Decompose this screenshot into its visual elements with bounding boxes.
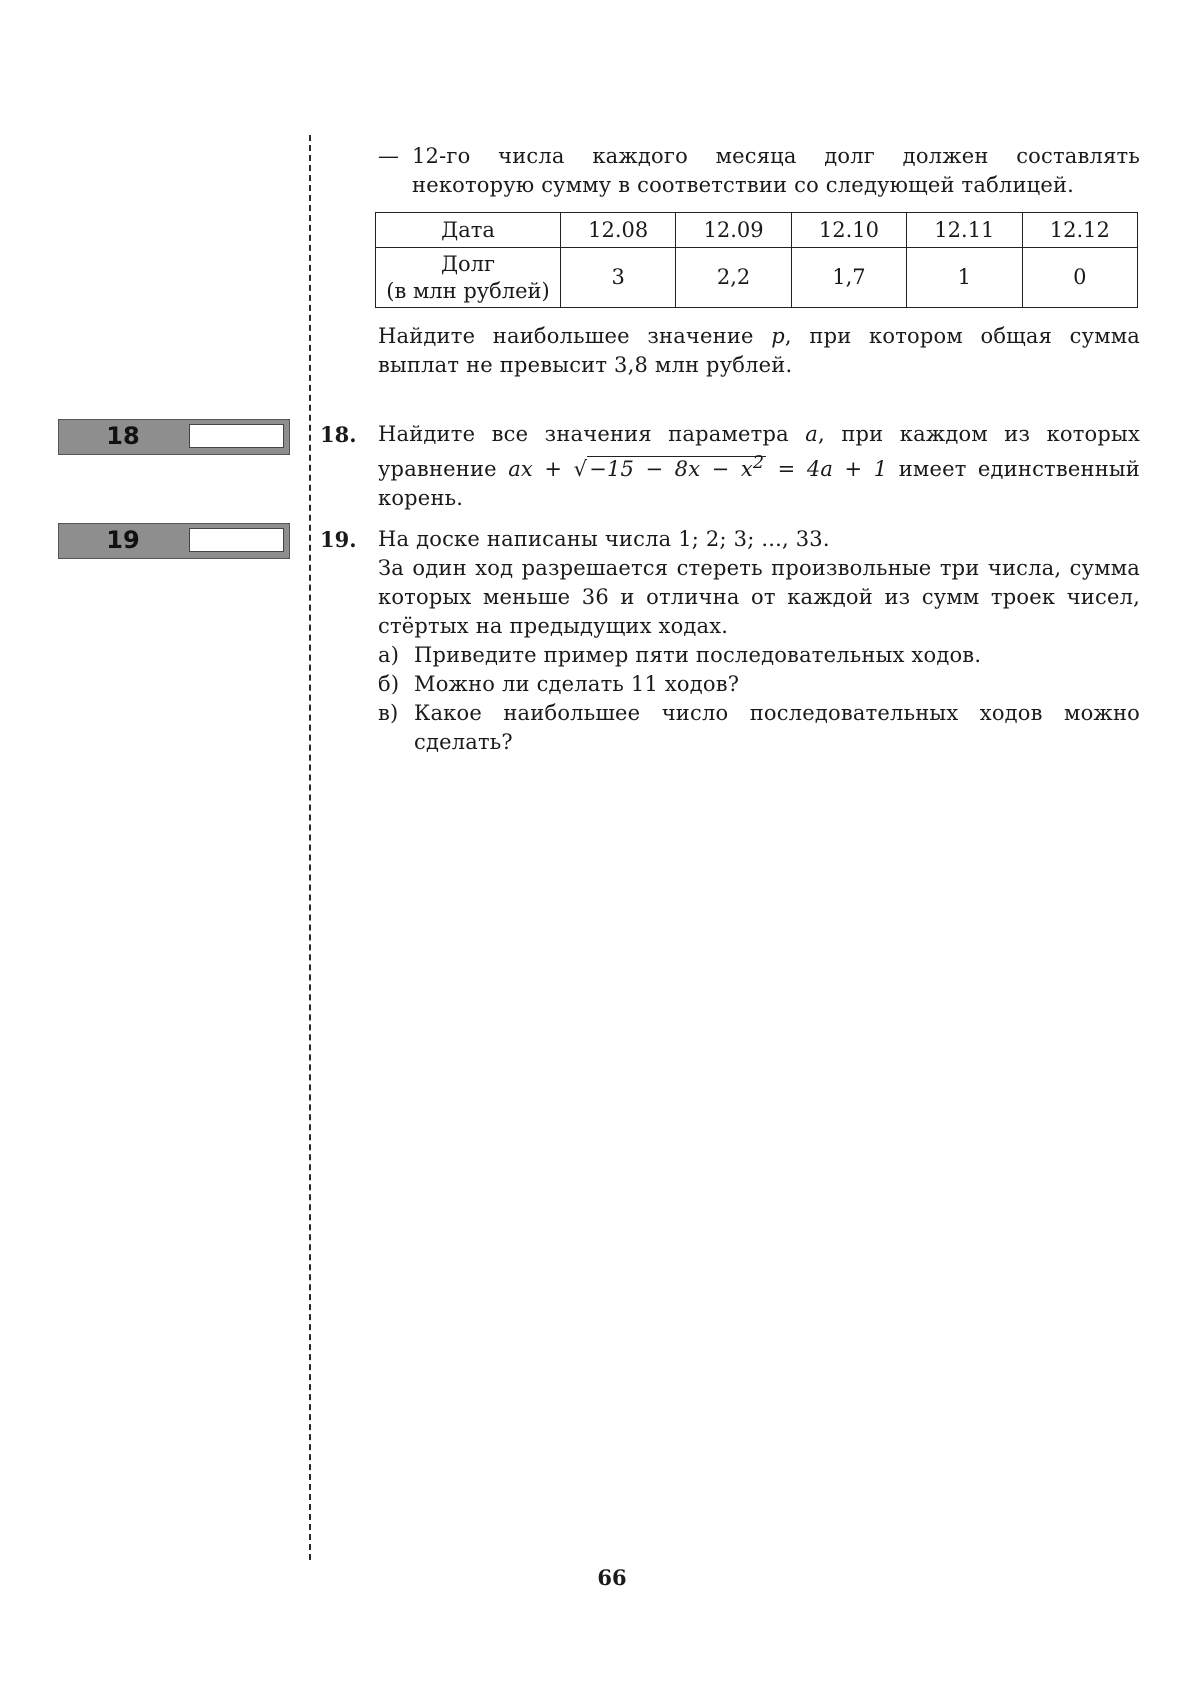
item-text: Приведите пример пяти последовательных ходов.	[414, 643, 982, 667]
radicand	[587, 453, 766, 481]
debt-cell: 1,7	[791, 248, 906, 308]
answer-field-19[interactable]	[189, 528, 284, 552]
task-number-19: 19.	[320, 527, 357, 552]
row-header-debt	[376, 248, 561, 308]
row-header-date: Дата	[376, 213, 561, 248]
item-text: Можно ли сделать 11 ходов?	[414, 672, 740, 696]
task19-line1: На доске написаны числа 1; 2; 3; ..., 33.	[378, 527, 830, 551]
answer-field-18[interactable]	[189, 424, 284, 448]
answer-box-19	[58, 523, 290, 559]
task18-text-part: Найдите все значения параметра	[378, 422, 806, 446]
date-cell: 12.08	[561, 213, 676, 248]
equation-right: = 4a + 1	[766, 457, 888, 481]
date-cell: 12.09	[676, 213, 791, 248]
task19-text	[378, 525, 1140, 757]
list-item	[378, 670, 1140, 699]
debt-cell: 1	[907, 248, 1022, 308]
list-item	[378, 641, 1140, 670]
item-mark: а)	[378, 643, 400, 667]
row-header-debt-line2: (в млн рублей)	[386, 278, 550, 303]
debt-cell: 0	[1022, 248, 1137, 308]
task18-text-part: имеет единственный корень.	[378, 457, 1141, 510]
equation-left: ax +	[508, 457, 574, 481]
variable-p: p	[771, 324, 785, 348]
question-text: Найдите наибольшее значение	[378, 324, 772, 348]
task18-text	[378, 420, 1140, 513]
radicand-text: −15 − 8x − x	[589, 457, 753, 481]
answer-box-18	[58, 419, 290, 455]
table-row-debts	[376, 248, 1138, 308]
list-item	[378, 699, 1140, 757]
equation: ax + $√-15 - 8x - x^2 = 4a + 1$	[508, 453, 888, 481]
row-header-debt-line1: Долг	[440, 251, 496, 276]
date-cell: 12.12	[1022, 213, 1137, 248]
date-cell: 12.11	[907, 213, 1022, 248]
answer-box-label: 18	[106, 422, 140, 450]
item-text: Какое наибольшее число последовательных ходов можно сделать?	[414, 701, 1140, 754]
task17-question	[378, 322, 1140, 380]
item-mark: в)	[378, 701, 399, 725]
task17-condition	[378, 142, 1140, 200]
table-row-dates	[376, 213, 1138, 248]
task19-paragraph: За один ход разрешается стереть произвольные три числа, сумма которых меньше 36 и отлична от каждой из сумм троек чисел, стёртых на предыдущих ходах.	[378, 556, 1140, 638]
debt-table	[375, 212, 1138, 308]
question-text: , при котором общая сумма выплат не превысит 3,8 млн рублей.	[378, 324, 1140, 377]
debt-cell: 3	[561, 248, 676, 308]
answer-box-label: 19	[106, 526, 140, 554]
item-mark: б)	[378, 672, 400, 696]
dash: —	[378, 144, 400, 168]
debt-cell: 2,2	[676, 248, 791, 308]
task18-text-part: , при каждом из которых уравнение	[378, 422, 1140, 481]
exponent: 2	[752, 453, 765, 473]
condition-text: 12-го числа каждого месяца долг должен составлять некоторую сумму в соответствии со следующей таблицей.	[412, 144, 1140, 197]
page-number: 66	[597, 1565, 627, 1590]
variable-a: a	[805, 422, 819, 446]
task-number-18: 18.	[320, 422, 357, 447]
cut-line	[309, 135, 311, 1560]
date-cell: 12.10	[791, 213, 906, 248]
